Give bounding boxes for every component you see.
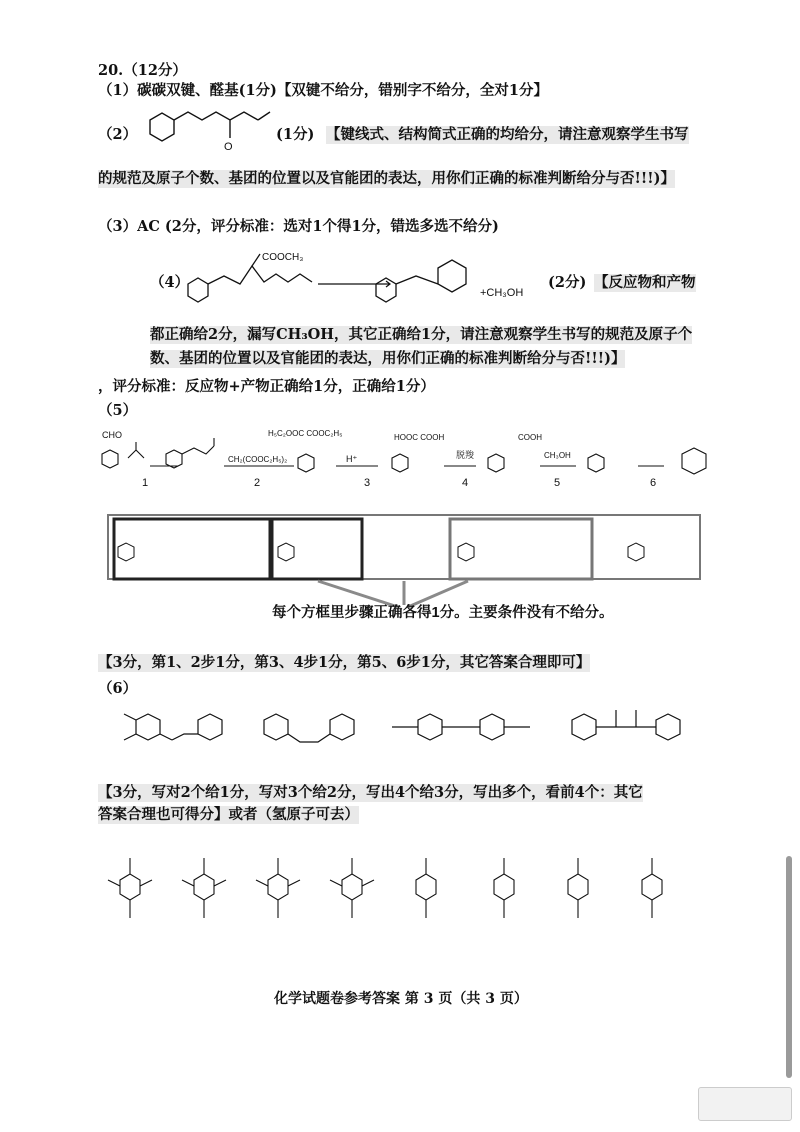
- synthesis-route: [98, 428, 718, 498]
- answer-part4-note-head: 【反应物和产物: [594, 274, 696, 291]
- answer-part5-label: （5）: [98, 402, 138, 419]
- answer-part4-note-1: 都正确给2分，漏写CH₃OH，其它正确给1分，请注意观察学生书写的规范及原子个: [150, 326, 693, 343]
- answer-part2-note-2: 的规范及原子个数、基团的位置以及官能团的表达，用你们正确的标准判断给分与否!!!)】: [98, 170, 675, 187]
- diacid-label: HOOC COOH: [394, 433, 445, 442]
- answer-part1: （1）碳碳双键、醛基(1分)【双键不给分，错别字不给分，全对1分】: [98, 82, 548, 99]
- cooh-label: COOH: [518, 433, 542, 442]
- answer-part2-note-1: 【键线式、结构简式正确的均给分，请注意观察学生书写: [326, 126, 689, 143]
- answer-part2-score: (1分): [276, 126, 315, 143]
- decarb-label: 脱羧: [456, 450, 475, 460]
- cooch3-label: COOCH₃: [262, 252, 304, 263]
- answer-part4-note-2: 数、基团的位置以及官能团的表达，用你们正确的标准判断给分与否!!!)】: [150, 350, 626, 367]
- diester-label: H₅C₂OOC COOC₂H₅: [268, 429, 343, 438]
- question-number: 20.（12分）: [98, 62, 187, 79]
- step-label-1: 1: [142, 477, 149, 489]
- answer-part6-scoring-2: 答案合理也可得分】或者（氢原子可去）: [98, 806, 359, 823]
- boxed-route-caption: 每个方框里步骤正确各得1分。主要条件没有不给分。: [272, 605, 614, 621]
- answer-part6-scoring-1: 【3分，写对2个给1分，写对3个给2分，写出4个给3分，写出多个，看前4个：其它: [98, 784, 643, 801]
- answer-part4-criteria: ，评分标准：反应物+产物正确给1分，正确给1分）: [98, 378, 435, 395]
- answer-part2-label: （2）: [98, 126, 138, 143]
- page-footer: 化学试题卷参考答案 第 3 页（共 3 页）: [274, 991, 528, 1007]
- ch3oh-label: CH₃OH: [544, 451, 571, 460]
- answer-part4-score: (2分): [548, 274, 587, 291]
- boxed-route-figure: [108, 515, 708, 615]
- step-label-3: 3: [364, 477, 371, 489]
- step-label-2: 2: [254, 477, 261, 489]
- answer-part4-label: （4）: [150, 274, 190, 291]
- scrollbar[interactable]: [786, 856, 792, 1078]
- svg-text:O: O: [224, 141, 233, 153]
- isomers-part6: [110, 700, 700, 770]
- structure-part2: [140, 108, 280, 158]
- ch3oh-byproduct: +CH₃OH: [480, 287, 524, 299]
- step-label-6: 6: [650, 477, 657, 489]
- malonate-label: CH₂(COOC₂H₅)₂: [228, 455, 288, 464]
- hplus-label: H⁺: [346, 454, 358, 464]
- step-label-4: 4: [462, 477, 469, 489]
- answer-part5-scoring: 【3分，第1、2步1分，第3、4步1分，第5、6步1分，其它答案合理即可】: [98, 654, 591, 671]
- answer-part6-label: （6）: [98, 680, 138, 697]
- reaction-part4: [180, 246, 600, 316]
- extra-structures: [100, 846, 700, 946]
- scanner-watermark: [698, 1087, 792, 1121]
- answer-part3: （3）AC (2分，评分标准：选对1个得1分，错选多选不给分): [98, 218, 499, 235]
- cho-label: CHO: [102, 430, 122, 440]
- step-label-5: 5: [554, 477, 561, 489]
